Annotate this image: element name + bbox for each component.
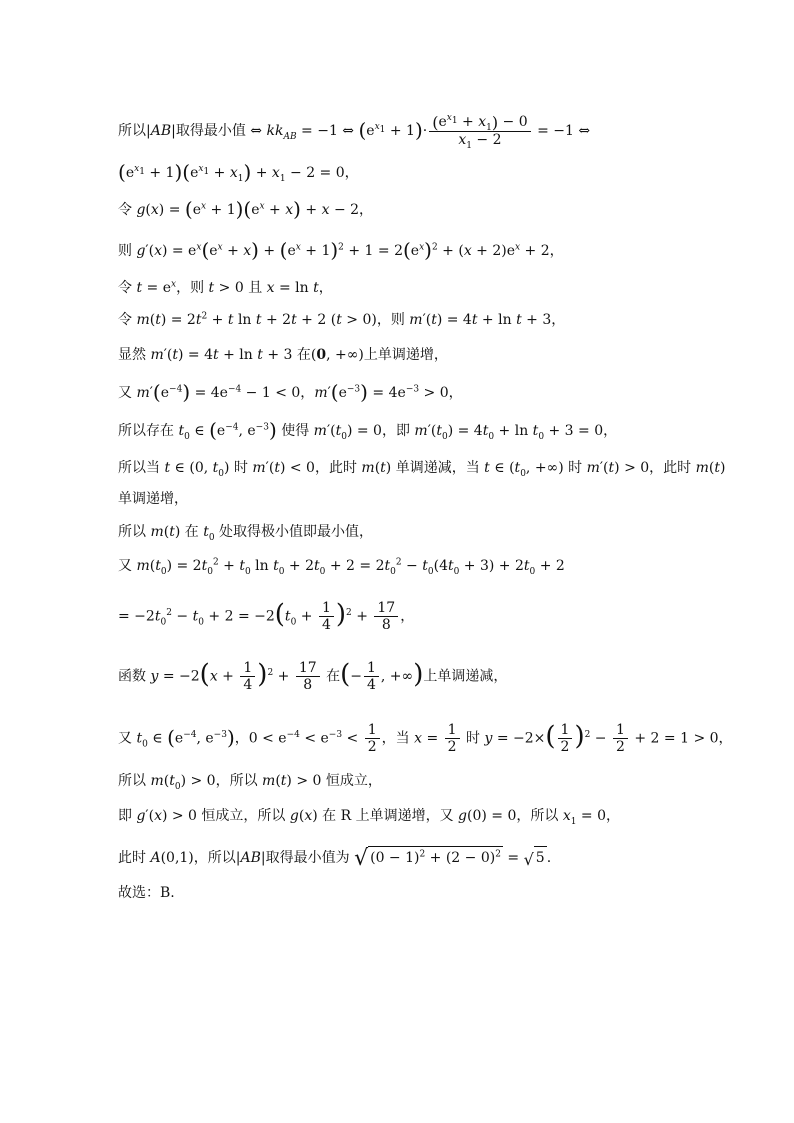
solution-line-13: 又 $m(t_0) = 2t_0^2 + t_0$ $\ln t_0 + 2t_0 + 2 = 2t_0^2 - t_0(4t_0 + 3) + 2t_0 + 2$ [118, 557, 565, 577]
solution-line-11: 单调递增， [118, 491, 188, 507]
solution-line-3: 令 $g(x) = (e^x + 1)(e^x + x) + x - 2$， [118, 197, 374, 221]
solution-line-20: 故选：B. [118, 885, 175, 901]
solution-line-19: 此时 A(0,1)，所以|AB|取得最小值为 √ $(0 - 1)^2 + (2 - 0)^2$ = √ 5 . [118, 846, 552, 871]
solution-line-2: $(e^{x_1} + 1)(e^{x_1} + x_1) + x_1 - 2 = 0$， [118, 160, 359, 184]
solution-line-18: 即 g′(x) > 0 恒成立，所以 g(x) 在 R 上单调递增，又 g(0) = 0，所以 $x_1 = 0$， [118, 808, 621, 827]
solution-line-8: 又 $m'(e^{-4}) = 4e^{-4} - 1 < 0$，$m'(e^{-3}) = 4e^{-3} > 0$， [118, 380, 463, 404]
solution-line-4: 则 $g'(x) = e^x(e^x + x) + (e^x + 1)^2 + 1 = 2(e^x)^2 + (x + 2)e^x + 2$， [118, 238, 564, 262]
solution-line-15: 函数 y = −2(x + $\frac{1}{4}$ )$^2$ + $\frac{17}{8}$ 在(− $\frac{1}{4}$ , +∞)上单调递减， [118, 659, 508, 693]
solution-line-7: 显然 m′(t) = 4t + ln t + 3 在(0, +∞)上单调递增， [118, 347, 448, 363]
solution-line-14: = $-2t_0^2 - t_0 + 2 = -2(t_0$ + $\frac{1}{4}$ )$^2$ + $\frac{17}{8}$ ， [118, 599, 415, 633]
solution-line-5: 令 $t = e^x$，则 t > 0 且 x = ln t， [118, 279, 333, 296]
solution-line-1: 所以|AB|取得最小值 ⇔ $kk_{AB} = -1$ ⇔ $(e^{x_1} + 1)\cdot$ $\frac{(e^{x_1} + x_1) - 0}{x_1 - 2}$ = −1 ⇔ [118, 113, 591, 151]
solution-line-9: 所以存在 $t_0$ ∈ ($e^{-4}$, $e^{-3}$) 使得 $m'(t_0) = 0$，即 $m'(t_0) = 4t_0 + \ln t_0 + 3 = 0$， [118, 418, 618, 442]
solution-line-10: 所以当 t ∈ (0, $t_0$) 时 m′(t) < 0，此时 m(t) 单调递减，当 t ∈ ($t_0$, +∞) 时 m′(t) > 0，此时 m(t) [118, 460, 726, 479]
solution-line-16: 又 $t_0$ ∈ ($e^{-4}$, $e^{-3}$)，$0 < e^{-4} < e^{-3}$ < $\frac{1}{2}$ ，当 x = $\frac{1}{2}$ 时 y = −2×( $\frac{1}{2}$ )$^2$ − $\frac{1}{2}$ + 2 = 1 > 0， [118, 721, 733, 755]
solution-line-17: 所以 $m(t_0) > 0$，所以 m(t) > 0 恒成立， [118, 773, 382, 792]
solution-line-6: 令 $m(t) = 2t^2 + t$ ln t + 2t + 2 (t > 0)，则 m′(t) = 4t + ln t + 3， [118, 311, 566, 328]
solution-line-12: 所以 m(t) 在 $t_0$ 处取得极小值即最小值， [118, 524, 374, 543]
